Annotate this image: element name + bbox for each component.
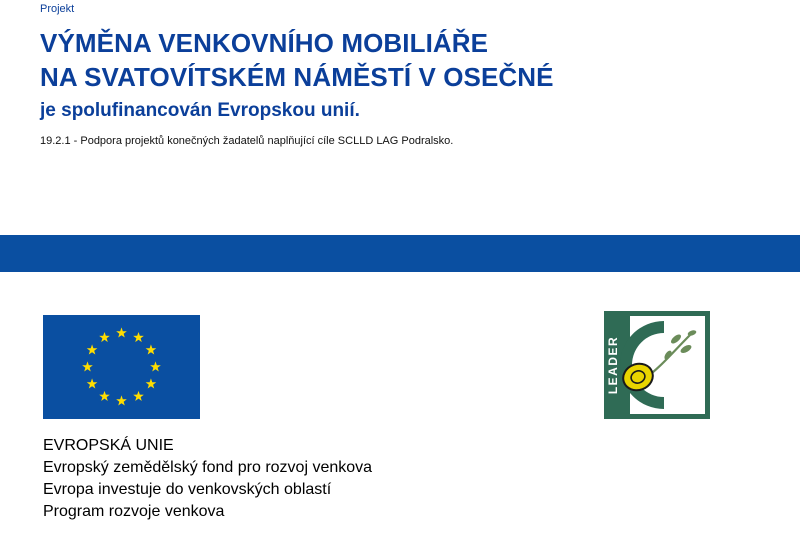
program-name: Program rozvoje venkova [43, 503, 225, 520]
eu-flag-icon [43, 315, 200, 419]
eu-name: EVROPSKÁ UNIE [43, 437, 174, 454]
eu-text-block [43, 435, 372, 523]
cofinanced-statement: je spolufinancován Evropskou unií. [40, 100, 360, 121]
project-title-line1: VÝMĚNA VENKOVNÍHO MOBILIÁŘE [40, 28, 489, 58]
eu-fund-name: Evropský zemědělský fond pro rozvoj venkova [43, 459, 373, 476]
project-title-line2: NA SVATOVÍTSKÉM NÁMĚSTÍ V OSEČNÉ [40, 62, 554, 92]
leader-logo-label: LEADER [606, 335, 620, 395]
leader-logo-icon [604, 311, 710, 419]
blue-band [0, 235, 800, 272]
project-kicker: Projekt [40, 3, 75, 15]
eu-slogan: Evropa investuje do venkovských oblastí [43, 481, 332, 498]
measure-description: 19.2.1 - Podpora projektů konečných žadatelů naplňující cíle SCLLD LAG Podralsko. [40, 135, 454, 147]
project-title [40, 26, 554, 94]
